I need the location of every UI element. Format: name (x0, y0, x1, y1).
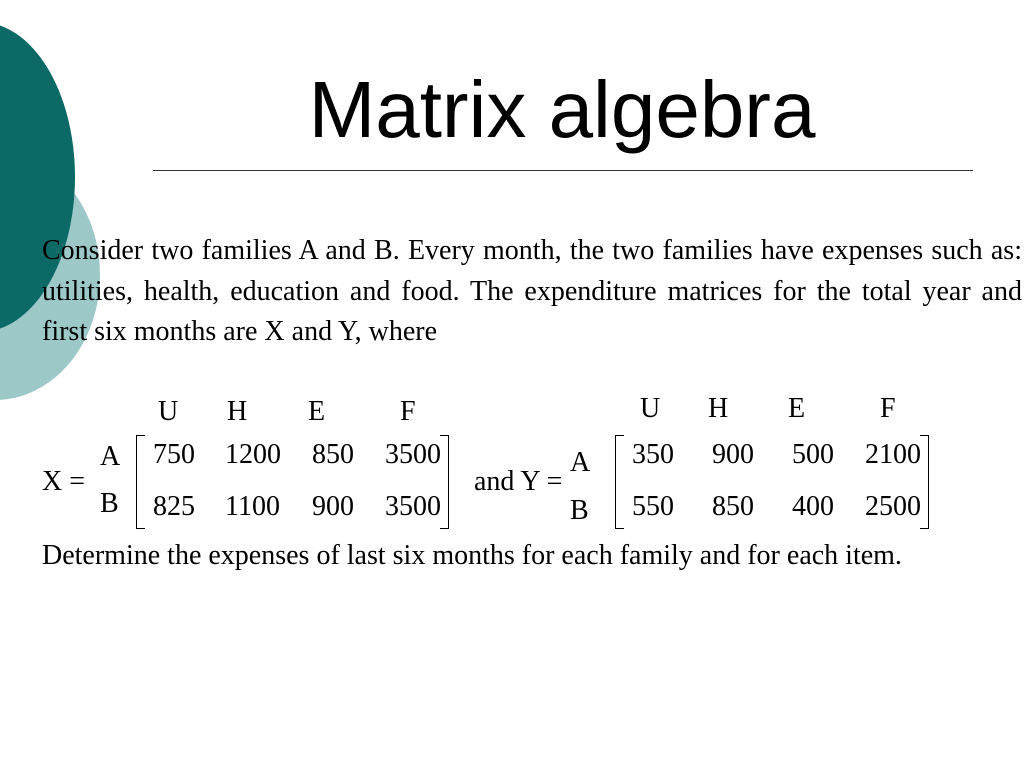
question-text: Determine the expenses of last six months for each family and for each item. (42, 540, 902, 571)
matrix-y-cell: 850 (712, 491, 754, 522)
matrix-y-column-header: E (788, 393, 806, 424)
matrix-y-cell: 550 (632, 491, 674, 522)
matrix-y-row-label: B (570, 495, 589, 526)
matrix-x-cell: 1200 (225, 439, 281, 470)
matrix-x-cell: 825 (153, 491, 195, 522)
matrix-y-cell: 2500 (865, 491, 921, 522)
matrix-x-cell: 750 (153, 439, 195, 470)
slide-title: Matrix algebra (308, 65, 816, 154)
matrix-x-row-label: A (100, 441, 121, 472)
matrix-x-cell: 900 (312, 491, 354, 522)
matrix-x-cell: 3500 (385, 491, 441, 522)
matrix-y-right-bracket (920, 435, 929, 529)
matrix-y-column-header: U (640, 393, 661, 424)
matrix-y-cell: 350 (632, 439, 674, 470)
matrix-x-row-label: B (100, 488, 119, 519)
matrix-x-label: X = (42, 466, 86, 497)
title-underline (153, 170, 973, 171)
matrix-x-column-header: U (158, 396, 179, 427)
matrix-x-cell: 850 (312, 439, 354, 470)
matrix-y-label: and Y = (474, 466, 563, 497)
matrix-x-column-header: F (400, 396, 416, 427)
matrix-y-left-bracket (615, 435, 624, 529)
problem-statement: Consider two families A and B. Every month, the two families have expenses such as: utilities, health, education and food. The expenditure matrices for the total year and first six months are X and Y, where (42, 235, 1022, 347)
matrix-x-left-bracket (136, 435, 145, 529)
matrix-y-cell: 2100 (865, 439, 921, 470)
matrix-y-row-label: A (570, 447, 591, 478)
matrix-x-column-header: E (308, 396, 326, 427)
matrix-y-cell: 900 (712, 439, 754, 470)
matrix-y-cell: 500 (792, 439, 834, 470)
matrix-y-column-header: F (880, 393, 896, 424)
matrix-y-cell: 400 (792, 491, 834, 522)
matrix-y-column-header: H (708, 393, 729, 424)
matrix-x-cell: 1100 (225, 491, 280, 522)
matrix-x-column-header: H (227, 396, 248, 427)
matrix-x-cell: 3500 (385, 439, 441, 470)
matrix-x-right-bracket (440, 435, 449, 529)
